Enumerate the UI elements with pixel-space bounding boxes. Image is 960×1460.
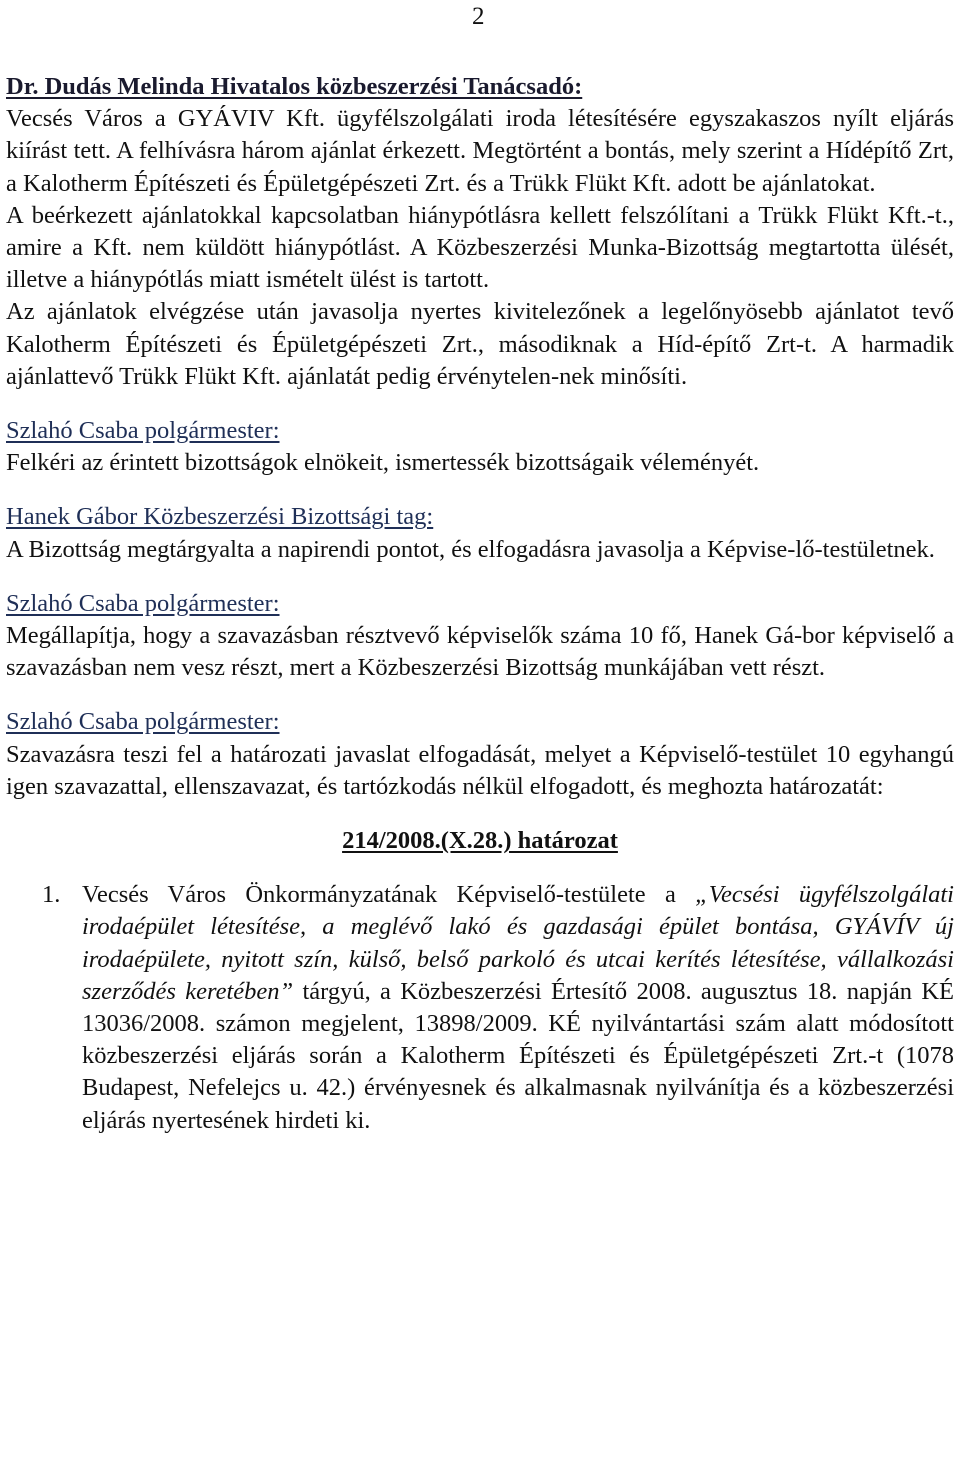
resolution-title: 214/2008.(X.28.) határozat — [342, 827, 618, 855]
speaker-heading: Szlahó Csaba polgármester: — [6, 417, 280, 445]
resolution-item-subject: „Vecsési ügyfélszolgálati irodaépület létesítése, a meglévő lakó és gazdasági épület bontása, GYÁVÍV új irodaépülete, nyitott szín, külső, belső parkoló és utcai kerítés létesítése, vállalkozási szerződés keretében” — [82, 881, 954, 1005]
statement-block — [6, 706, 954, 803]
document-body — [6, 71, 954, 1137]
statement-paragraph: Vecsés Város a GYÁVIV Kft. ügyfélszolgálati iroda létesítésére egyszakaszos nyílt eljárás kiírást tett. A felhívásra három ajánlat érkezett. Megtörtént a bontás, mely szerint a Hídépítő Zrt, a Kalotherm Építészeti és Épületgépészeti Zrt. és a Trükk Flükt Kft. adott be ajánlatokat. — [6, 105, 954, 197]
resolution-item-tail: tárgyú, a Közbeszerzési Értesítő 2008. augusztus 18. napján KÉ 13036/2008. számon megjelent, 13898/2009. KÉ nyilvántartási szám alatt módosított közbeszerzési eljárás során a Kalotherm Építészeti és Épületgépészeti Zrt.-t (1078 Budapest, Nefelejcs u. 42.) érvényesnek és alkalmasnak nyilvánítja és a közbeszerzési eljárás nyertesének hirdeti ki. — [82, 977, 954, 1134]
statement-paragraph: Szavazásra teszi fel a határozati javaslat elfogadását, melyet a Képviselő-testület 10 egyhangú igen szavazattal, ellenszavazat, és tartózkodás nélkül elfogadott, és meghozta határozatát: — [6, 740, 954, 800]
resolution-item-lead: Vecsés Város Önkormányzatának Képviselő-testülete a — [82, 881, 696, 909]
statement-paragraph: Megállapítja, hogy a szavazásban résztvevő képviselők száma 10 fő, Hanek Gá-bor képviselő a szavazásban nem vesz részt, mert a Közbeszerzési Bizottság munkájában vett részt. — [6, 622, 954, 682]
statement-paragraph: Felkéri az érintett bizottságok elnökeit, ismertessék bizottságaik véleményét. — [6, 449, 760, 477]
statement-block — [6, 415, 954, 479]
page-number: 2 — [472, 3, 485, 30]
speaker-heading: Hanek Gábor Közbeszerzési Bizottsági tag: — [6, 503, 434, 531]
statement-paragraph: A beérkezett ajánlatokkal kapcsolatban hiánypótlásra kellett felszólítani a Trükk Flükt Kft.-t., amire a Kft. nem küldött hiánypótlást. A Közbeszerzési Munka-Bizottság megtartotta ülését, illetve a hiánypótlás miatt ismételt ülést is tartott. — [6, 201, 954, 294]
resolution-item-number: 1. — [42, 881, 61, 909]
statement-paragraph: A Bizottság megtárgyalta a napirendi pontot, és elfogadásra javasolja a Képvise-lő-testületnek. — [6, 535, 935, 563]
speaker-heading: Dr. Dudás Melinda Hivatalos közbeszerzési Tanácsadó: — [6, 73, 583, 100]
speaker-heading: Szlahó Csaba polgármester: — [6, 708, 280, 736]
statement-paragraph: Az ajánlatok elvégzése után javasolja nyertes kivitelezőnek a legelőnyösebb ajánlatot tevő Kalotherm Építészeti és Épületgépészeti Zrt., másodiknak a Híd-építő Zrt-t. A harmadik ajánlattevő Trükk Flükt Kft. ajánlatát pedig érvénytelen-nek minősíti. — [6, 298, 954, 390]
resolution-item-text — [82, 879, 954, 1137]
resolution-item — [6, 879, 954, 1137]
statement-block — [6, 501, 954, 565]
statement-block — [6, 71, 954, 393]
speaker-heading: Szlahó Csaba polgármester: — [6, 589, 280, 617]
statement-block — [6, 588, 954, 685]
